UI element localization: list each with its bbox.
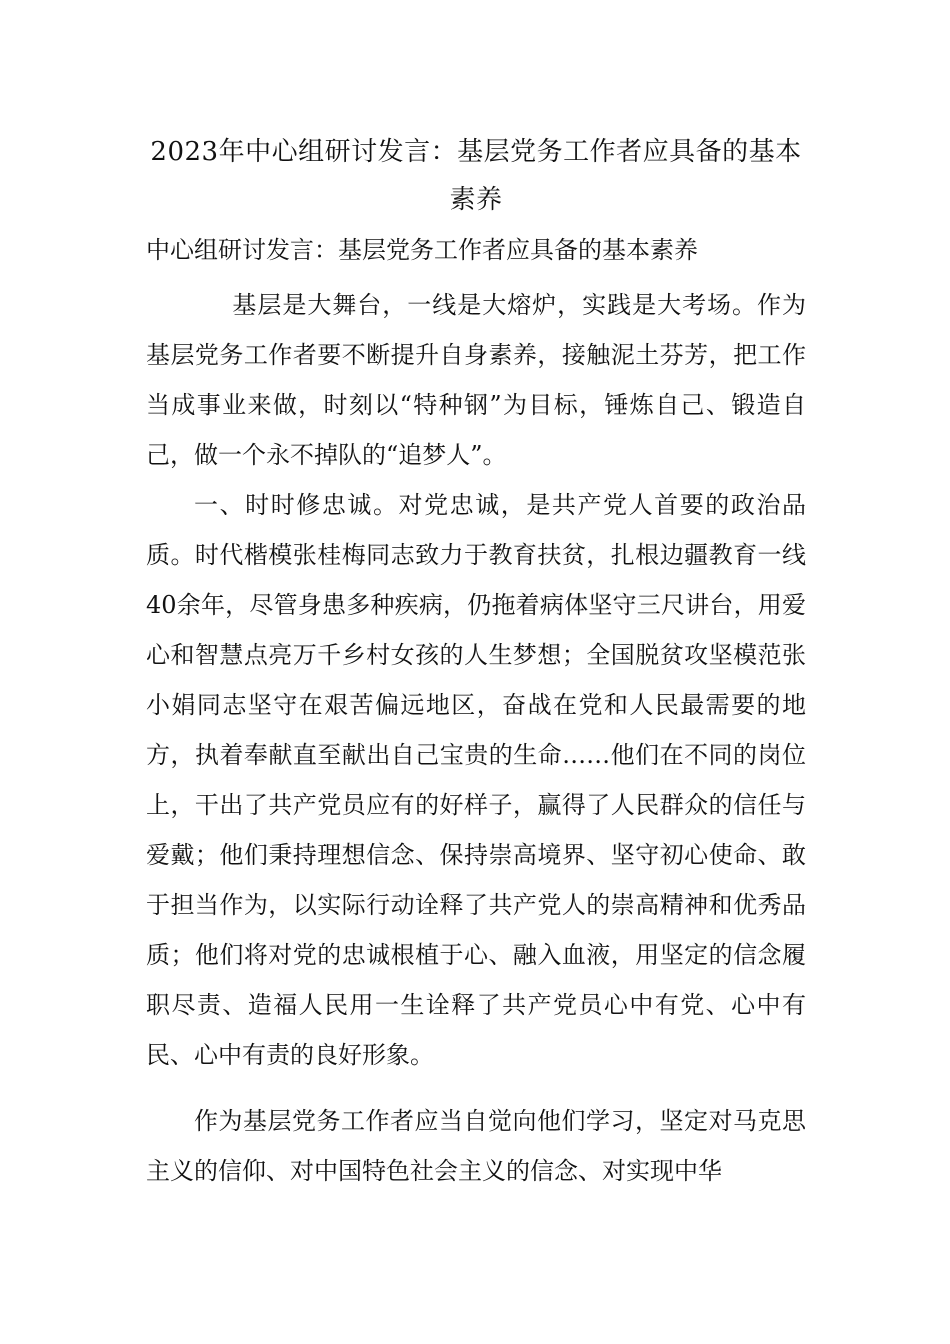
document-subtitle: 中心组研讨发言：基层党务工作者应具备的基本素养 (146, 236, 698, 264)
body-paragraph-intro: 基层是大舞台，一线是大熔炉，实践是大考场。作为基层党务工作者要不断提升自身素养，接触泥土芬芳，把工作当成事业来做，时刻以“特种钢”为目标，锤炼自己、锻造自己，做一个永不掉队的“追梦人”。 (146, 291, 806, 469)
body-paragraph-learning: 作为基层党务工作者应当自觉向他们学习，坚定对马克思主义的信仰、对中国特色社会主义的信念、对实现中华 (146, 1107, 806, 1185)
body-paragraph-loyalty: 一、时时修忠诚。对党忠诚，是共产党人首要的政治品质。时代楷模张桂梅同志致力于教育扶贫，扎根边疆教育一线40余年，尽管身患多种疾病，仍拖着病体坚守三尺讲台，用爱心和智慧点亮万千乡村女孩的人生梦想；全国脱贫攻坚模范张小娟同志坚守在艰苦偏远地区，奋战在党和人民最需要的地方，执着奉献直至献出自己宝贵的生命……他们在不同的岗位上，干出了共产党员应有的好样子，赢得了人民群众的信任与爱戴；他们秉持理想信念、保持崇高境界、坚守初心使命、敢于担当作为，以实际行动诠释了共产党人的崇高精神和优秀品质；他们将对党的忠诚根植于心、融入血液，用坚定的信念履职尽责、造福人民用一生诠释了共产党员心中有党、心中有民、心中有责的良好形象。 (146, 491, 806, 1069)
document-page (146, 128, 806, 1196)
document-title: 2023年中心组研讨发言：基层党务工作者应具备的基本素养 (150, 137, 802, 215)
